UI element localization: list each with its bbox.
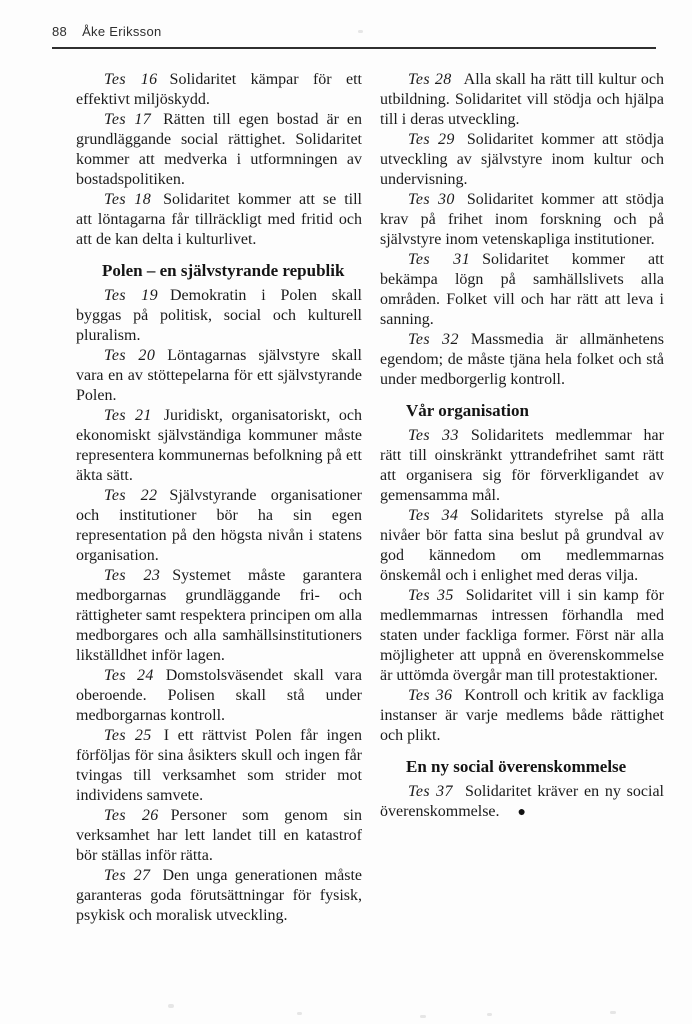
section-heading: Polen – en självstyrande republik xyxy=(102,261,345,280)
thesis-paragraph xyxy=(380,70,664,130)
thesis-text: Den unga generationen måste garanteras goda förutsättningar för fysisk, psykisk och moralisk utveckling. xyxy=(76,867,362,924)
thesis-paragraph xyxy=(76,110,362,190)
thesis-paragraph xyxy=(76,70,362,110)
thesis-text: Självstyrande organisationer och institutioner bör ha sin egen representation på den högsta nivån i statens organisation. xyxy=(76,487,362,564)
thesis-label: Tes 34 xyxy=(408,507,459,524)
thesis-label: Tes 21 xyxy=(104,407,152,424)
page-number: 88 xyxy=(52,24,68,39)
thesis-text: Personer som genom sin verksamhet har lett landet till en katastrof bör ställas inför rätta. xyxy=(76,807,362,864)
thesis-paragraph xyxy=(380,330,664,390)
scan-artifact xyxy=(168,1004,174,1008)
thesis-text: Rätten till egen bostad är en grundläggande social rättighet. Solidaritet kommer att medverka i utformningen av bostadspolitiken. xyxy=(76,111,362,188)
thesis-label: Tes 32 xyxy=(408,331,459,348)
thesis-label: Tes 31 xyxy=(408,251,471,268)
scan-artifact xyxy=(358,30,363,33)
thesis-label: Tes 29 xyxy=(408,131,455,148)
thesis-label: Tes 16 xyxy=(104,71,158,88)
thesis-label: Tes 24 xyxy=(104,667,154,684)
thesis-label: Tes 36 xyxy=(408,687,453,704)
thesis-label: Tes 30 xyxy=(408,191,455,208)
thesis-text: Systemet måste garantera medborgarnas grundläggande fri- och rättigheter samt respektera principen om alla medborgares och alla samhällsinstitutioners likställdhet inför lagen. xyxy=(76,567,362,664)
thesis-paragraph xyxy=(380,686,664,746)
thesis-paragraph xyxy=(76,566,362,666)
thesis-text: Kontroll och kritik av fackliga instanser är varje medlems både rättighet och plikt. xyxy=(380,687,664,744)
section-heading: En ny social överenskommelse xyxy=(406,757,627,776)
thesis-paragraph xyxy=(76,190,362,250)
thesis-paragraph xyxy=(380,250,664,330)
thesis-label: Tes 37 xyxy=(408,783,453,800)
thesis-text: Solidaritets medlemmar har rätt till oinskränkt yttrandefrihet samt rätt att organisera sig för förverkligandet av gemensamma mål. xyxy=(380,427,664,504)
thesis-paragraph xyxy=(380,586,664,686)
thesis-text: Löntagarnas självstyre skall vara en av stöttepelarna för ett självstyrande Polen. xyxy=(76,347,362,404)
thesis-label: Tes 20 xyxy=(104,347,156,364)
thesis-paragraph xyxy=(76,806,362,866)
two-column-text xyxy=(76,70,664,926)
thesis-label: Tes 28 xyxy=(408,71,452,88)
thesis-text: Solidaritets styrelse på alla nivåer bör fatta sina beslut på grundval av god kännedom om medlemmarnas önskemål och i enlighet med deras vilja. xyxy=(380,507,664,584)
section-heading: Vår organisation xyxy=(406,401,529,420)
header-rule xyxy=(52,47,656,49)
thesis-paragraph xyxy=(76,406,362,486)
end-of-text-dot: ● xyxy=(517,805,526,820)
thesis-label: Tes 26 xyxy=(104,807,159,824)
thesis-paragraph xyxy=(380,782,664,823)
thesis-text: Solidaritet kommer att stödja utveckling av självstyre inom kultur och undervisning. xyxy=(380,131,664,188)
thesis-label: Tes 18 xyxy=(104,191,152,208)
left-column xyxy=(76,70,362,926)
thesis-label: Tes 27 xyxy=(104,867,151,884)
thesis-text: Solidaritet kämpar för ett effektivt miljöskydd. xyxy=(76,71,362,108)
thesis-text: Solidaritet kommer att stödja krav på frihet inom forskning och på självstyre inom vetenskapliga institutioner. xyxy=(380,191,664,248)
scan-artifact xyxy=(487,1013,492,1016)
thesis-paragraph xyxy=(76,286,362,346)
thesis-text: I ett rättvist Polen får ingen förföljas för sina åsikters skull och ingen får tvingas till verksamhet som strider mot individens samvete. xyxy=(76,727,362,804)
thesis-label: Tes 23 xyxy=(104,567,161,584)
thesis-text: Solidaritet kommer att bekämpa lögn på samhällslivets alla områden. Folket vill och har rätt att leva i sanning. xyxy=(380,251,664,328)
thesis-text: Alla skall ha rätt till kultur och utbildning. Solidaritet vill stödja och hjälpa till i deras utveckling. xyxy=(380,71,664,128)
scan-artifact xyxy=(420,1015,426,1018)
thesis-paragraph xyxy=(76,726,362,806)
thesis-text: Solidaritet kräver en ny social överenskommelse. xyxy=(380,783,664,820)
running-header-author: Åke Eriksson xyxy=(82,24,162,39)
thesis-paragraph xyxy=(76,486,362,566)
scan-artifact xyxy=(297,1012,302,1015)
thesis-label: Tes 35 xyxy=(408,587,454,604)
thesis-text: Domstolsväsendet skall vara oberoende. Polisen skall stå under medborgarnas kontroll. xyxy=(76,667,362,724)
right-column xyxy=(380,70,664,926)
thesis-text: Solidaritet vill i sin kamp för medlemmarnas intressen förhandla med staten under fackliga former. Först när alla möjligheter att uppnå en överenskommelse är uttömda övergår man till protestaktioner. xyxy=(380,587,664,684)
thesis-paragraph xyxy=(76,866,362,926)
thesis-text: Solidaritet kommer att se till att löntagarna får tillräckligt med fritid och att de kan delta i kulturlivet. xyxy=(76,191,362,248)
thesis-label: Tes 33 xyxy=(408,427,459,444)
scan-artifact xyxy=(610,1011,616,1014)
thesis-text: Demokratin i Polen skall byggas på politisk, social och kulturell pluralism. xyxy=(76,287,362,344)
thesis-paragraph xyxy=(76,666,362,726)
thesis-paragraph xyxy=(76,346,362,406)
thesis-paragraph xyxy=(380,190,664,250)
thesis-label: Tes 25 xyxy=(104,727,152,744)
thesis-label: Tes 22 xyxy=(104,487,158,504)
thesis-text: Massmedia är allmänhetens egendom; de måste tjäna hela folket och stå under medborgerlig kontroll. xyxy=(380,331,664,388)
thesis-text: Juridiskt, organisatoriskt, och ekonomiskt självständiga kommuner måste representera kommunernas befolkning på ett äkta sätt. xyxy=(76,407,362,484)
thesis-label: Tes 17 xyxy=(104,111,152,128)
thesis-paragraph xyxy=(380,130,664,190)
thesis-paragraph xyxy=(380,506,664,586)
thesis-label: Tes 19 xyxy=(104,287,158,304)
thesis-paragraph xyxy=(380,426,664,506)
running-header xyxy=(52,24,162,39)
